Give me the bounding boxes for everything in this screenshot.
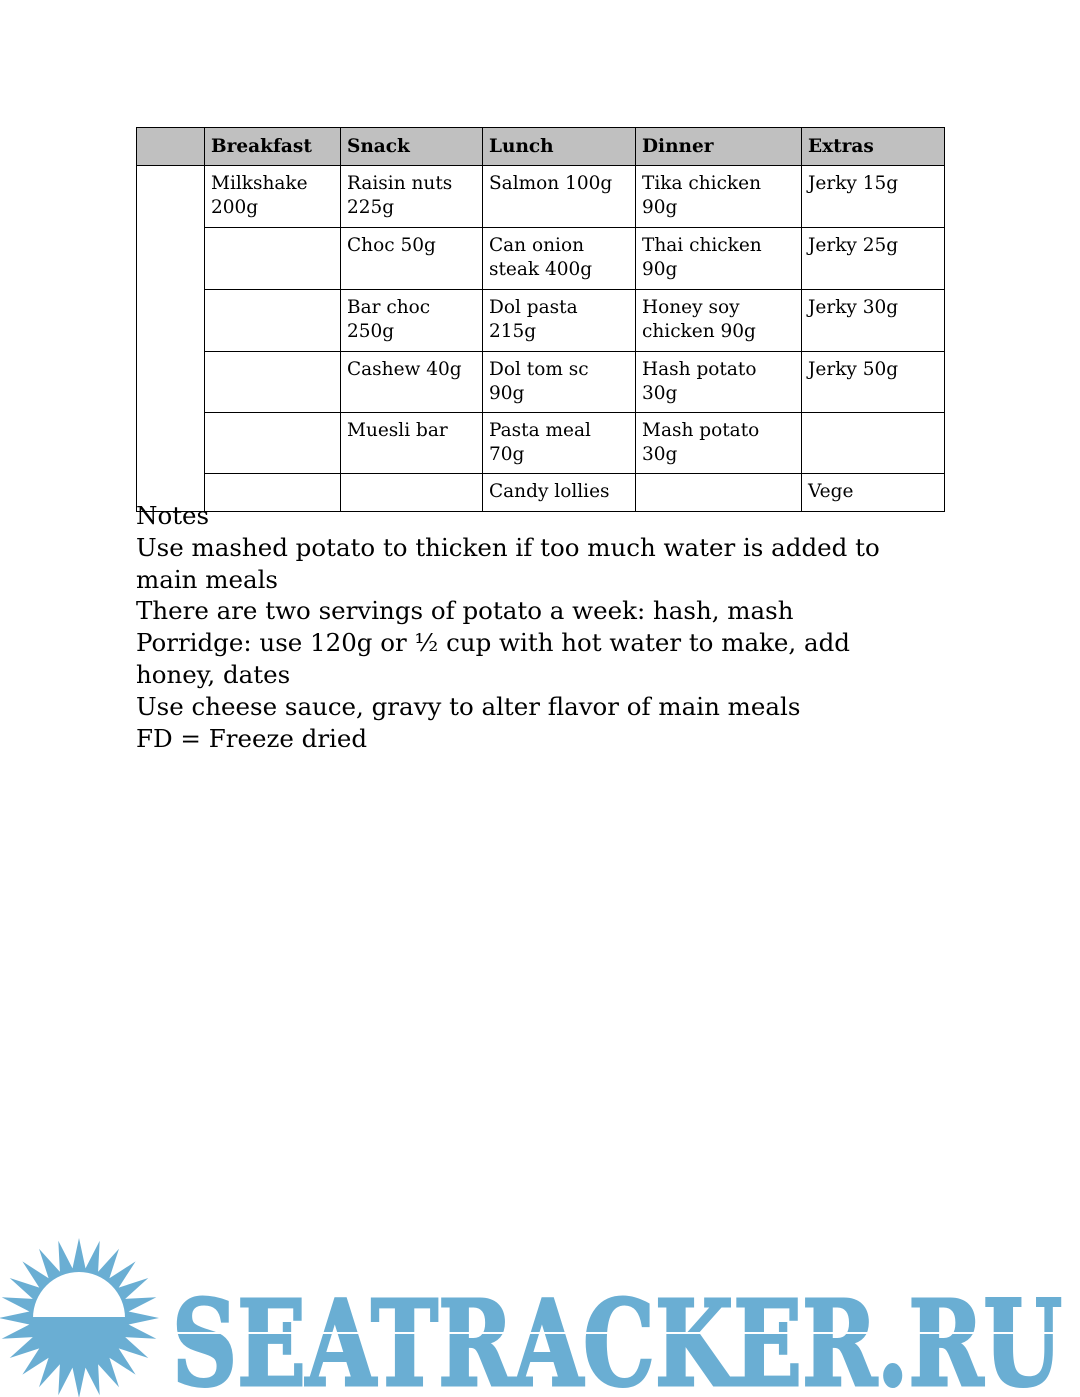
table-cell: Muesli bar [341, 413, 483, 474]
table-cell: Choc 50g [341, 228, 483, 290]
notes-heading: Notes [136, 501, 210, 530]
table-cell: Pasta meal 70g [483, 413, 636, 474]
table-cell: Hash potato 30g [636, 352, 802, 413]
watermark-text: SEATRACKER.RU [172, 1274, 1062, 1397]
note-line: FD = Freeze dried [136, 723, 368, 753]
table-cell [802, 413, 945, 474]
table-cell [205, 352, 341, 413]
header-breakfast: Breakfast [205, 128, 341, 166]
table-row [137, 290, 945, 352]
header-day [137, 128, 205, 166]
header-lunch: Lunch [483, 128, 636, 166]
table-row [137, 413, 945, 474]
table-cell: Can onion steak 400g [483, 228, 636, 290]
table-row [137, 166, 945, 228]
note-line: Porridge: use 120g or ½ cup with hot water to make, add honey, dates [136, 628, 850, 689]
table-cell [205, 228, 341, 290]
notes-section [136, 500, 936, 754]
table-cell: Cashew 40g [341, 352, 483, 413]
table-cell: Jerky 30g [802, 290, 945, 352]
note-line: There are two servings of potato a week: hash, mash [136, 596, 794, 626]
table-cell: Raisin nuts 225g [341, 166, 483, 228]
meal-plan-table [136, 127, 945, 512]
table-cell: Honey soy chicken 90g [636, 290, 802, 352]
table-cell [205, 290, 341, 352]
header-extras: Extras [802, 128, 945, 166]
table-header-row [137, 128, 945, 166]
table-cell: Mash potato 30g [636, 413, 802, 474]
table-cell: Dol pasta 215g [483, 290, 636, 352]
table-cell: Jerky 50g [802, 352, 945, 413]
sun-over-sea-icon [0, 1238, 159, 1397]
day-cell [137, 166, 205, 512]
watermark [0, 1235, 1080, 1397]
table-cell: Vege [802, 474, 945, 512]
header-dinner: Dinner [636, 128, 802, 166]
table-cell: Jerky 15g [802, 166, 945, 228]
table-row [137, 352, 945, 413]
table-cell: Jerky 25g [802, 228, 945, 290]
note-line: Use cheese sauce, gravy to alter flavor of main meals [136, 691, 801, 721]
note-line: Use mashed potato to thicken if too much water is added to main meals [136, 532, 880, 594]
table-cell: Milkshake 200g [205, 166, 341, 228]
table-row [137, 228, 945, 290]
table-cell: Salmon 100g [483, 166, 636, 228]
table-cell: Tika chicken 90g [636, 166, 802, 228]
table-cell [205, 413, 341, 474]
table-cell: Dol tom sc 90g [483, 352, 636, 413]
table-cell: Candy lollies [483, 474, 636, 512]
header-snack: Snack [341, 128, 483, 166]
table-cell: Thai chicken 90g [636, 228, 802, 290]
table-cell: Bar choc 250g [341, 290, 483, 352]
